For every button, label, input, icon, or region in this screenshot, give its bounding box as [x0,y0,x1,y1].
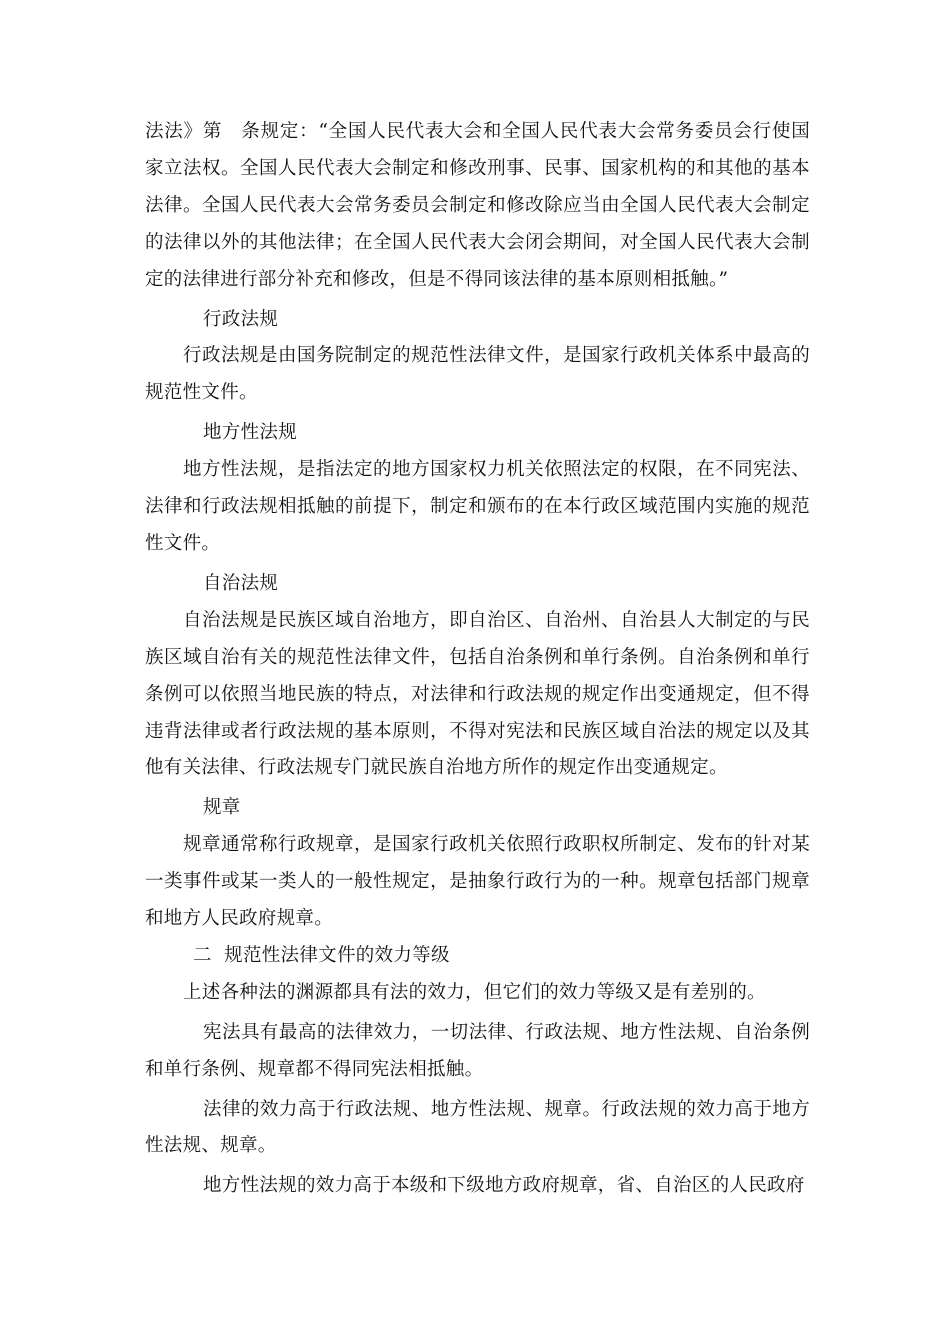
heading-administrative-regulations: 行政法规 [203,308,279,330]
paragraph-constitution-effect: 宪法具有最高的法律效力，一切法律、行政法规、地方性法规、自治条例和单行条例、规章都不得同宪法相抵触。 [145,1021,810,1080]
paragraph-law-effect: 法律的效力高于行政法规、地方性法规、规章。行政法规的效力高于地方性法规、规章。 [145,1098,810,1157]
paragraph-local-regulation-effect: 地方性法规的效力高于本级和下级地方政府规章，省、自治区的人民政府 [203,1175,805,1197]
paragraph-autonomous-regulations: 自治法规是民族区域自治地方，即自治区、自治州、自治县人大制定的与民族区域自治有关的规范性法律文件，包括自治条例和单行条例。自治条例和单行条例可以依照当地民族的特点，对法律和行政法规的规定作出变通规定，但不得违背法律或者行政法规的基本原则，不得对宪法和民族区域自治法的规定以及其他有关法律、行政法规专门就民族自治地方所作的规定作出变通规定。 [145,609,810,779]
paragraph-rules: 规章通常称行政规章，是国家行政机关依照行政职权所制定、发布的针对某一类事件或某一类人的一般性规定，是抽象行政行为的一种。规章包括部门规章和地方人民政府规章。 [145,834,810,930]
paragraph-legislative-power: 法法》第 条规定：“全国人民代表大会和全国人民代表大会常务委员会行使国家立法权。全国人民代表大会制定和修改刑事、民事、国家机构的和其他的基本法律。全国人民代表大会常务委员会制定和修改除应当由全国人民代表大会制定的法律以外的其他法律；在全国人民代表大会闭会期间，对全国人民代表大会制定的法律进行部分补充和修改，但是不得同该法律的基本原则相抵触。” [145,121,810,290]
heading-autonomous-regulations: 自治法规 [203,572,279,594]
paragraph-administrative-regulations: 行政法规是由国务院制定的规范性法律文件，是国家行政机关体系中最高的规范性文件。 [145,345,810,404]
paragraph-local-regulations: 地方性法规，是指法定的地方国家权力机关依照法定的权限，在不同宪法、法律和行政法规相抵触的前提下，制定和颁布的在本行政区域范围内实施的规范性文件。 [145,459,810,554]
heading-effect-hierarchy: 二 规范性法律文件的效力等级 [193,944,450,966]
heading-local-regulations: 地方性法规 [203,422,298,444]
document-page [145,114,810,1205]
paragraph-effect-intro: 上述各种法的渊源都具有法的效力，但它们的效力等级又是有差别的。 [183,981,766,1003]
heading-rules: 规章 [203,797,241,819]
